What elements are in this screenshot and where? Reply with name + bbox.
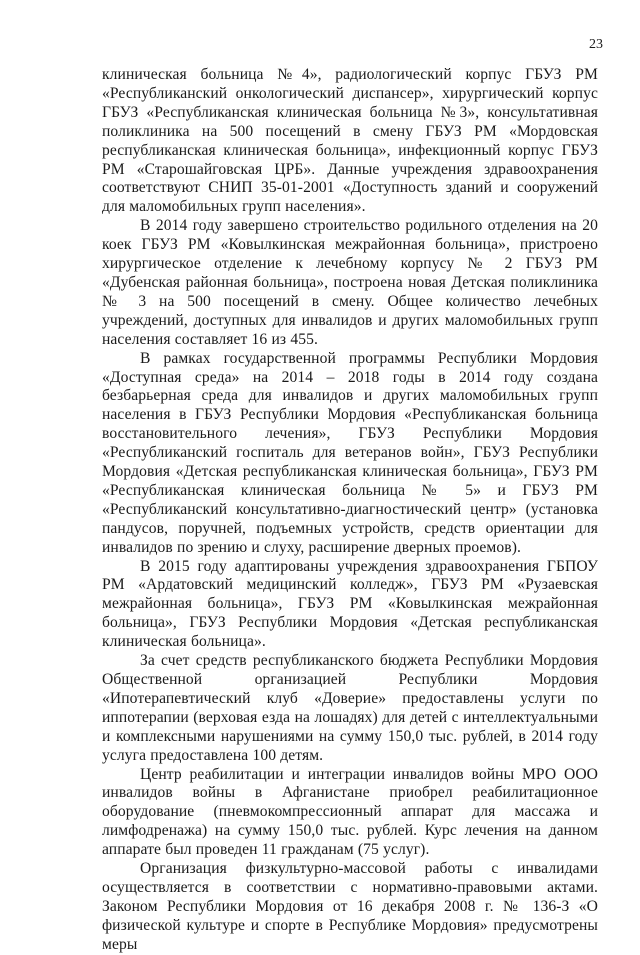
document-body bbox=[102, 66, 598, 955]
paragraph-6: Центр реабилитации и интеграции инвалидов войны МРО ООО инвалидов войны в Афганистане приобрел реабилитационное оборудование (пневмокомпрессионный аппарат для массажа и лимфодренажа) на сумму 150,0 тыс. рублей. Курс лечения на данном аппарате был проведен 11 гражданам (75 услуг). bbox=[102, 765, 598, 859]
paragraph-1: клиническая больница №4», радиологический корпус ГБУЗ РМ «Республиканский онкологический диспансер», хирургический корпус ГБУЗ «Республиканская клиническая больница №3», консультативная поликлиника на 500 посещений в смену ГБУЗ РМ «Мордовская республиканская клиническая больница», инфекционный корпус ГБУЗ РМ «Старошайговская ЦРБ». Данные учреждения здравоохранения соответствуют СНИП 35-01-2001 «Доступность зданий и сооружений для маломобильных групп населения». bbox=[102, 66, 598, 216]
paragraph-7: Организация физкультурно-массовой работы с инвалидами осуществляется в соответствии с нормативно-правовыми актами. Законом Республики Мордовия от 16 декабря 2008 г. № 136-З «О физической культуре и спорте в Республике Мордовия» предусмотрены меры bbox=[102, 860, 598, 953]
page-number: 23 bbox=[589, 37, 603, 52]
paragraph-2: В 2014 году завершено строительство родильного отделения на 20 коек ГБУЗ РМ «Ковылкинская межрайонная больница», пристроено хирургическое отделение к лечебному корпусу № 2 ГБУЗ РМ «Дубенская районная больница», построена новая Детская поликлиника № 3 на 500 посещений в смену. Общее количество лечебных учреждений, доступных для инвалидов и других маломобильных групп населения составляет 16 из 455. bbox=[102, 217, 598, 348]
paragraph-5: За счет средств республиканского бюджета Республики Мордовия Общественной организацией Республики Мордовия «Ипотерапевтический клуб «Доверие» предоставлены услуги по иппотерапии (верховая езда на лошадях) для детей с интеллектуальными и комплексными нарушениями на сумму 150,0 тыс. рублей, в 2014 году услуга предоставлена 100 детям. bbox=[102, 652, 598, 764]
paragraph-3: В рамках государственной программы Республики Мордовия «Доступная среда» на 2014 – 2018 годы в 2014 году создана безбарьерная среда для инвалидов и других маломобильных групп населения в ГБУЗ Республики Мордовия «Республиканская больница восстановительного лечения», ГБУЗ Республики Мордовия «Республиканский госпиталь для ветеранов войн», ГБУЗ Республики Мордовия «Детская республиканская клиническая больница», ГБУЗ РМ «Республиканская клиническая больница № 5» и ГБУЗ РМ «Республиканский консультативно-диагностический центр» (установка пандусов, поручней, подъемных устройств, средств ориентации для инвалидов по зрению и слуху, расширение дверных проемов). bbox=[102, 349, 598, 556]
paragraph-4: В 2015 году адаптированы учреждения здравоохранения ГБПОУ РМ «Ардатовский медицинский колледж», ГБУЗ РМ «Рузаевская межрайонная больница», ГБУЗ РМ «Ковылкинская межрайонная больница», ГБУЗ Республики Мордовия «Детская республиканская клиническая больница». bbox=[102, 557, 598, 651]
